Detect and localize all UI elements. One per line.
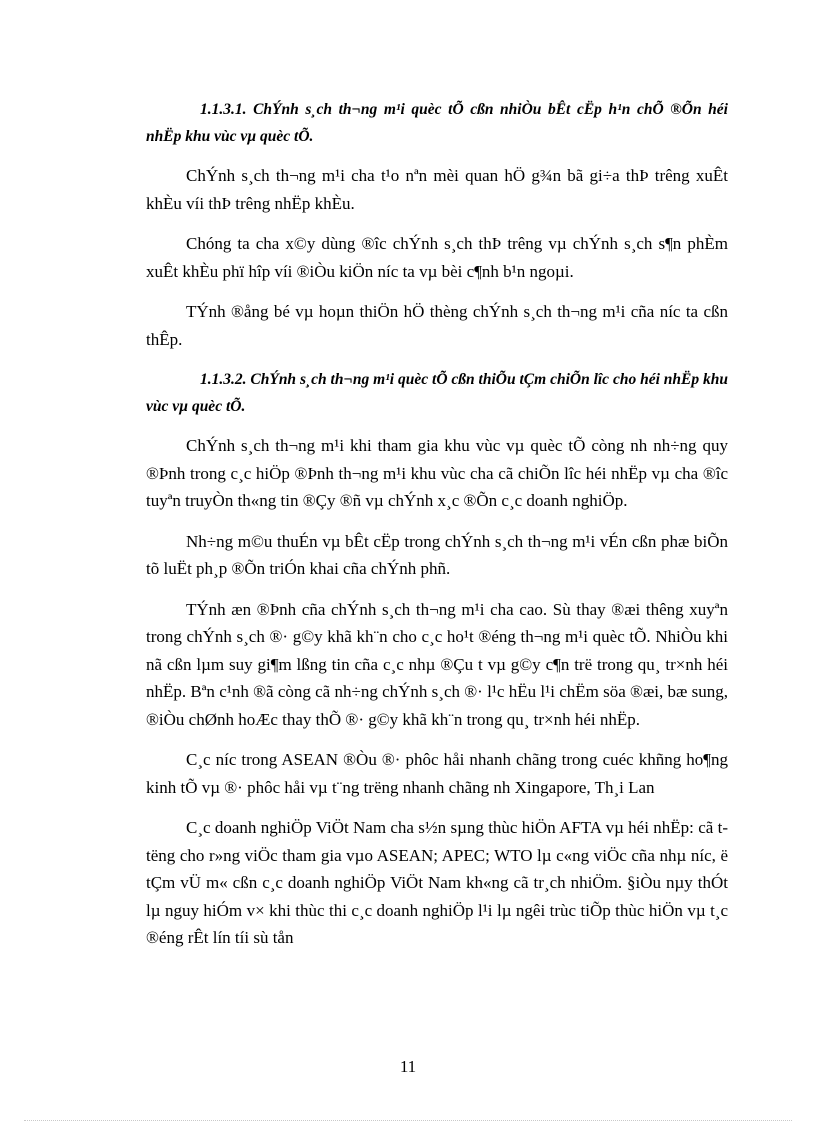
paragraph: TÝnh ®ång bé vµ hoµn thiÖn hÖ thèng chÝnh s¸ch th¬ng m¹i cña níc ta cßn thÊp. [146, 302, 728, 349]
paragraph: Chóng ta cha x©y dùng ®îc chÝnh s¸ch thÞ trêng vµ chÝnh s¸ch s¶n phÈm xuÊt khÈu phï hîp víi ®iÒu kiÖn níc ta vµ bèi c¶nh b¹n ngoµi. [146, 234, 728, 281]
paragraph: ChÝnh s¸ch th¬ng m¹i khi tham gia khu vùc vµ quèc tÕ còng nh nh÷ng quy ®Þnh trong c¸c hiÖp ®Þnh th¬ng m¹i khu vùc cha cã chiÕn lîc héi nhËp vµ cha ®îc tuyªn truyÒn th«ng tin ®Çy ®ñ vµ chÝnh x¸c ®Õn c¸c doanh nghiÖp. [146, 436, 728, 510]
section-heading-1-1-3-1: 1.1.3.1. ChÝnh s¸ch th¬ng m¹i quèc tÕ cßn nhiÒu bÊt cËp h¹n chÕ ®Õn héi nhËp khu vùc vµ quèc tÕ. [146, 101, 728, 145]
page-content [146, 96, 728, 965]
page-number: 11 [399, 1057, 417, 1076]
paragraph: C¸c níc trong ASEAN ®Òu ®· phôc håi nhanh chãng trong cuéc khñng ho¶ng kinh tÕ vµ ®· phôc håi vµ t¨ng trëng nhanh chãng nh Xingapore, Th¸i Lan [146, 750, 728, 797]
page-bottom-rule [24, 1120, 792, 1121]
paragraph: ChÝnh s¸ch th¬ng m¹i cha t¹o nªn mèi quan hÖ g¾n bã gi÷a thÞ trêng xuÊt khÈu víi thÞ trêng nhËp khÈu. [146, 166, 728, 213]
paragraph: C¸c doanh nghiÖp ViÖt Nam cha s½n sµng thùc hiÖn AFTA vµ héi nhËp: cã t tëng cho r»ng viÖc tham gia vµo ASEAN; APEC; WTO lµ c«ng viÖc cña nhµ níc, ë tÇm vÜ m« cßn c¸c doanh nghiÖp ViÖt Nam kh«ng cã tr¸ch nhiÖm. §iÒu nµy thÓt lµ nguy hiÓm v× khi thùc thi c¸c doanh nghiÖp l¹i lµ ngêi trùc tiÕp thùc hiÖn vµ t¸c ®éng rÊt lín tíi sù tån [146, 818, 728, 947]
section-heading-1-1-3-2: 1.1.3.2. ChÝnh s¸ch th¬ng m¹i quèc tÕ cßn thiÕu tÇm chiÕn lîc cho héi nhËp khu vùc vµ quèc tÕ. [146, 371, 728, 415]
paragraph: TÝnh æn ®Þnh cña chÝnh s¸ch th¬ng m¹i cha cao. Sù thay ®æi thêng xuyªn trong chÝnh s¸ch ®· g©y khã kh¨n cho c¸c ho¹t ®éng th¬ng m¹i quèc tÕ. NhiÒu khi nã cßn lµm suy gi¶m lßng tin cña c¸c nhµ ®Çu t vµ g©y c¶n trë trong qu¸ tr×nh héi nhËp. Bªn c¹nh ®ã còng cã nh÷ng chÝnh s¸ch ®· l¹c hËu l¹i chËm söa ®æi, bæ sung, ®iÒu chØnh hoÆc thay thÕ ®· g©y khã kh¨n trong qu¸ tr×nh héi nhËp. [146, 599, 728, 729]
paragraph: Nh÷ng m©u thuÉn vµ bÊt cËp trong chÝnh s¸ch th¬ng m¹i vÉn cßn phæ biÕn tõ luËt ph¸p ®Õn triÓn khai cña chÝnh phñ. [146, 531, 728, 578]
